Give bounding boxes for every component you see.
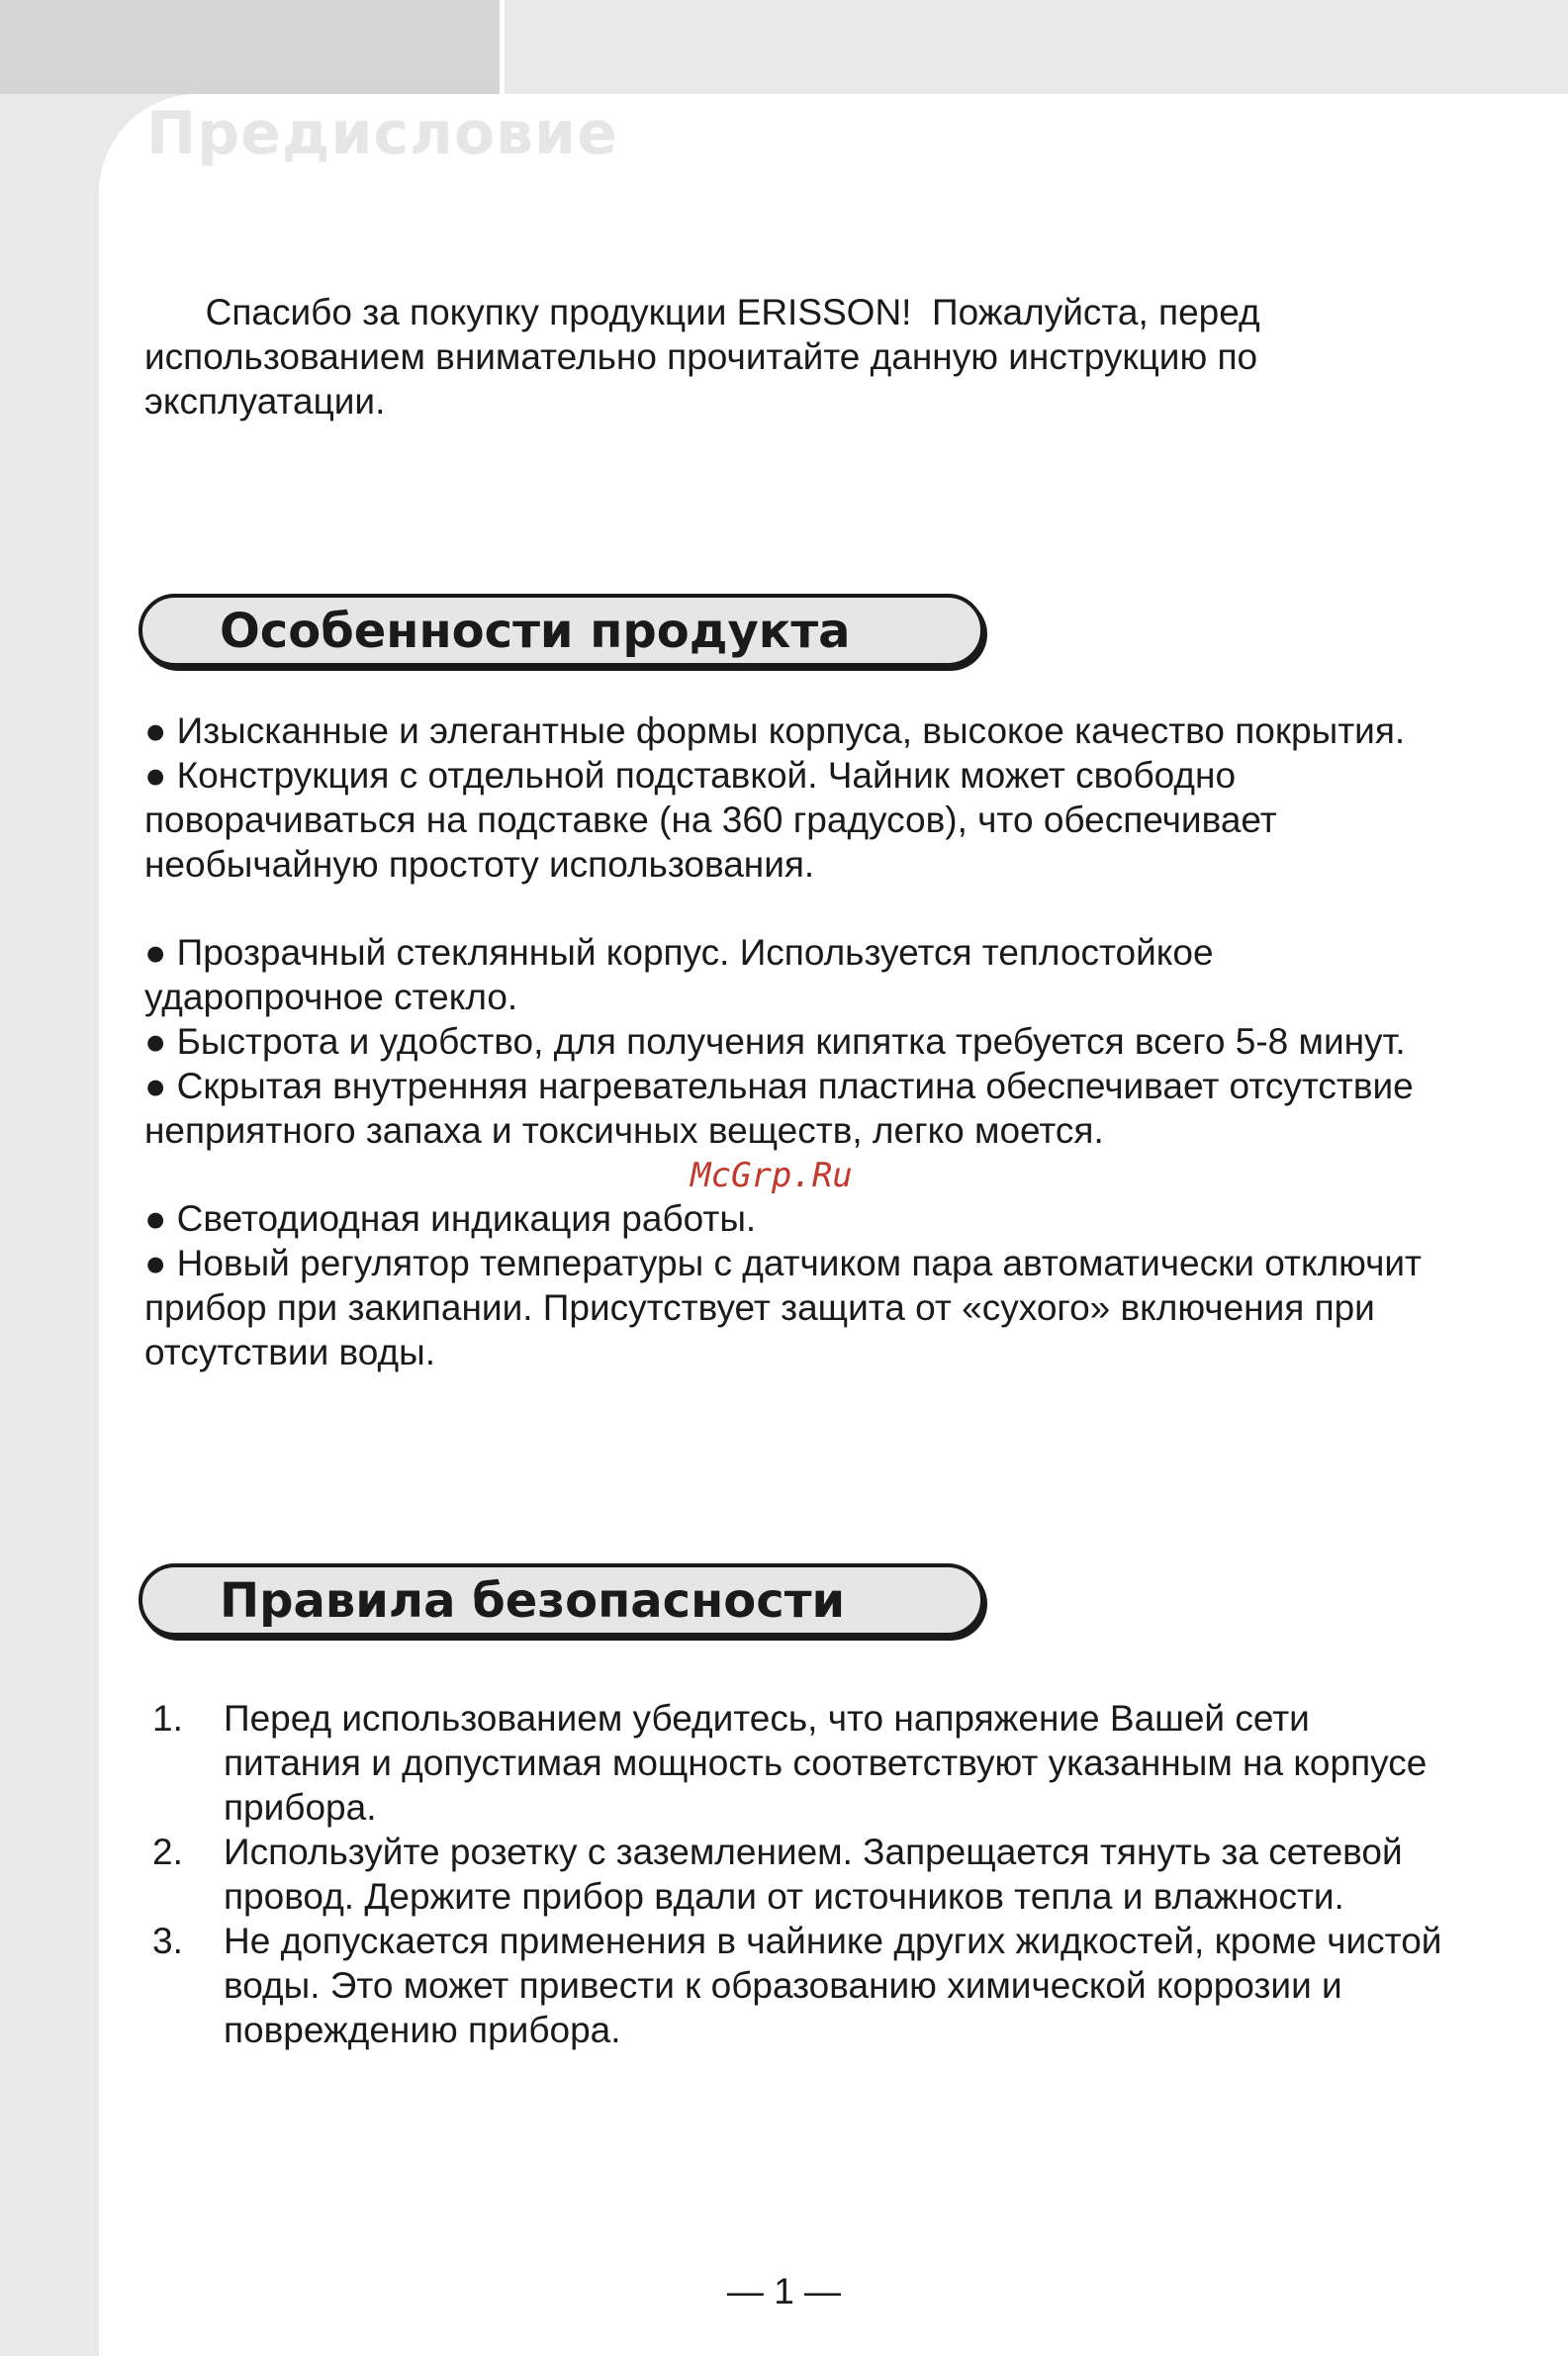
features-list — [144, 708, 1539, 1374]
feature-line: ● Конструкция с отдельной подставкой. Чайник может свободно — [144, 755, 1237, 796]
intro-line: использованием внимательно прочитайте данную инструкцию по — [144, 336, 1258, 377]
left-margin-strip — [0, 94, 99, 2356]
safety-item-line: Перед использованием убедитесь, что напряжение Вашей сети — [224, 1698, 1310, 1739]
page-title: Предисловие — [146, 99, 618, 168]
feature-line: ● Скрытая внутренняя нагревательная пластина обеспечивает отсутствие — [144, 1066, 1414, 1106]
features-heading-pill — [138, 594, 984, 667]
feature-line: ● Светодиодная индикация работы. — [144, 1198, 757, 1239]
safety-item-line: Используйте розетку с заземлением. Запрещается тянуть за сетевой — [224, 1832, 1403, 1872]
safety-item-line: прибора. — [224, 1787, 377, 1828]
page-number: — 1 — — [726, 2271, 842, 2311]
feature-line: ● Быстрота и удобство, для получения кипятка требуется всего 5-8 минут. — [144, 1021, 1406, 1062]
top-divider — [500, 0, 505, 94]
safety-heading: Правила безопасности — [220, 1573, 846, 1629]
safety-item-number: 1. — [152, 1698, 183, 1739]
safety-item-line: повреждению прибора. — [224, 2010, 621, 2050]
safety-item — [144, 1919, 1539, 2052]
intro-paragraph — [144, 290, 1539, 424]
feature-line: неприятного запаха и токсичных веществ, легко моется. — [144, 1110, 1104, 1151]
intro-line: Спасибо за покупку продукции ERISSON! Пожалуйста, перед — [144, 292, 1260, 332]
safety-item-number: 2. — [152, 1832, 183, 1872]
safety-item — [144, 1696, 1539, 1830]
top-left-block — [0, 0, 500, 94]
feature-gap — [144, 887, 1539, 930]
safety-item-line: воды. Это может привести к образованию химической коррозии и — [224, 1965, 1342, 2006]
watermark-text: McGrp.Ru — [691, 1156, 853, 1195]
safety-list — [144, 1696, 1539, 2052]
feature-line: ударопрочное стекло. — [144, 977, 518, 1017]
feature-line: ● Изысканные и элегантные формы корпуса, высокое качество покрытия. — [144, 710, 1406, 751]
features-heading: Особенности продукта — [220, 604, 851, 659]
feature-line: прибор при закипании. Присутствует защита от «сухого» включения при — [144, 1287, 1375, 1328]
safety-item-line: питания и допустимая мощность соответствуют указанным на корпусе — [224, 1743, 1428, 1783]
safety-heading-pill — [138, 1563, 984, 1637]
intro-line: эксплуатации. — [144, 381, 386, 422]
safety-item-line: Не допускается применения в чайнике других жидкостей, кроме чистой — [224, 1921, 1442, 1961]
feature-line: поворачиваться на подставке (на 360 градусов), что обеспечивает — [144, 800, 1277, 840]
feature-line: ● Прозрачный стеклянный корпус. Используется теплостойкое — [144, 932, 1214, 973]
feature-line: ● Новый регулятор температуры с датчиком пара автоматически отключит — [144, 1243, 1422, 1283]
feature-line: необычайную простоту использования. — [144, 844, 815, 885]
safety-item — [144, 1830, 1539, 1919]
safety-item-number: 3. — [152, 1921, 183, 1961]
feature-line: отсутствии воды. — [144, 1332, 436, 1372]
safety-item-line: провод. Держите прибор вдали от источников тепла и влажности. — [224, 1876, 1344, 1917]
